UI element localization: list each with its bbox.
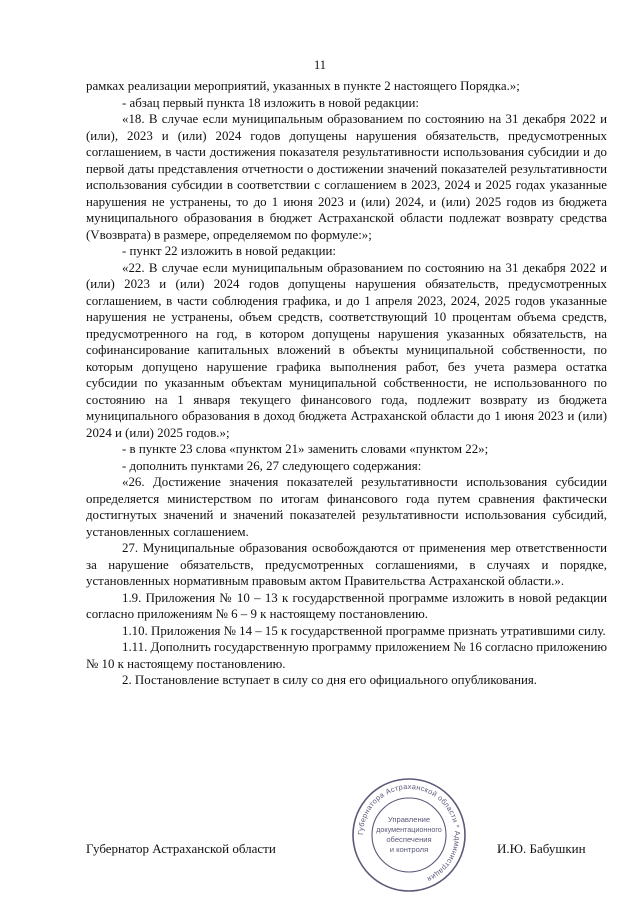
paragraph: - абзац первый пункта 18 изложить в новой редакции:: [122, 95, 419, 110]
paragraph: 1.9. Приложения № 10 – 13 к государственной программе изложить в новой редакции согласно приложениям № 6 – 9 к настоящему постановлению.: [86, 590, 607, 621]
paragraph: - дополнить пунктами 26, 27 следующего содержания:: [122, 458, 422, 473]
paragraph: «26. Достижение значения показателей результативности использования субсидии определяется министерством по итогам финансового года путем сравнения фактически достигнутых значений и значений показателей результативности использования субсидий, установленных соглашением.: [86, 475, 607, 539]
paragraph: «22. В случае если муниципальным образованием по состоянию на 31 декабря 2022 и (или) 2023 и (или) 2024 годов допущены нарушения обязательств, предусмотренных соглашением, в части соблюдения графика, и до 1 апреля 2023, 2024, 2025 годов указанные нарушения не устранены, объем средств, соответствующий 10 процентам объема средств, предусмотренного на год, в котором допущены нарушения указанных обязательств, на софинансирование капитальных вложений в объекты муниципальной собственности, по которым допущено нарушение графика выполнения работ, без учета размера остатка субсидии по указанным объектам муниципальной собственности, не использованного по состоянию на 1 января текущего финансового года, подлежит возврату из бюджета муниципального образования в доход бюджета Астраханской области до 1 июня 2023 и (или) 2024 и (или) 2025 годов.»;: [86, 260, 607, 440]
paragraph: «18. В случае если муниципальным образованием по состоянию на 31 декабря 2022 и (или), 2023 и (или) 2024 годов допущены нарушения обязательств, предусмотренных соглашением, в части достижения показателя результативности использования субсидии и до первой даты представления отчетности о достижении значений показателей результативности использования субсидии в соответствии с соглашением в 2023, 2024 и 2025 годах указанные нарушения не устранены, то до 1 июня 2023 и (или) 2024, и (или) 2025 годов из бюджета муниципального образования в бюджет Астраханской области подлежат возврату средства (Vвозврата) в размере, определяемом по формуле:»;: [86, 112, 607, 242]
paragraph: 1.11. Дополнить государственную программу приложением № 16 согласно приложению № 10 к настоящему постановлению.: [86, 640, 607, 671]
official-stamp: [350, 776, 468, 894]
stamp-ring-text: Губернатора Астраханской области * Администрация: [355, 781, 463, 884]
paragraph: 27. Муниципальные образования освобождаются от применения мер ответственности за нарушение обязательств, предусмотренных соглашениями, в случаях и порядке, установленных нормативным правовым актом Правительства Астраханской области.».: [86, 541, 607, 588]
paragraph: рамках реализации мероприятий, указанных в пункте 2 настоящего Порядка.»;: [86, 79, 520, 93]
paragraph: - пункт 22 изложить в новой редакции:: [122, 244, 336, 258]
stamp-center-line: и контроля: [389, 845, 429, 854]
signatory-name: И.Ю. Бабушкин: [497, 841, 586, 856]
paragraph: - в пункте 23 слова «пунктом 21» заменить словами «пунктом 22»;: [122, 442, 489, 456]
stamp-center-line: Управление: [387, 815, 431, 824]
paragraph: 1.10. Приложения № 14 – 15 к государственной программе признать утратившими силу.: [122, 623, 606, 638]
page-number: 11: [313, 58, 327, 72]
signatory-position: Губернатор Астраханской области: [86, 841, 276, 856]
document-body: [86, 78, 607, 689]
stamp-center-line: обеспечения: [386, 835, 432, 844]
paragraph: 2. Постановление вступает в силу со дня его официального опубликования.: [122, 673, 538, 687]
stamp-center-line: документационного: [376, 825, 442, 834]
